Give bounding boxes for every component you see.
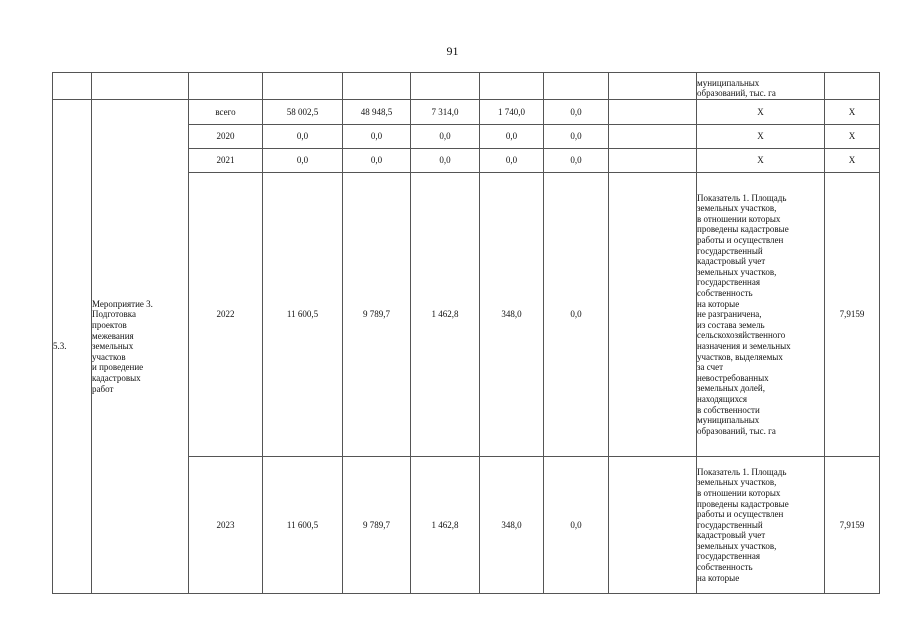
- amount-cell: 348,0: [480, 173, 544, 457]
- value-cell: 7,9159: [825, 457, 880, 594]
- amount-cell: 1 740,0: [480, 100, 544, 125]
- amount-cell: 0,0: [544, 125, 609, 149]
- amount-cell: 0,0: [544, 457, 609, 594]
- amount-cell: 48 948,5: [343, 100, 411, 125]
- indicator-cell: Х: [697, 125, 825, 149]
- measure-name-cell: [92, 100, 189, 594]
- value-cell: Х: [825, 125, 880, 149]
- amount-cell: 0,0: [411, 149, 480, 173]
- period-cell: 2022: [189, 173, 263, 457]
- amount-cell: 0,0: [343, 125, 411, 149]
- amount-cell: [609, 100, 697, 125]
- indicator-cell: Х: [697, 149, 825, 173]
- amount-cell: [609, 149, 697, 173]
- amount-cell: 0,0: [544, 173, 609, 457]
- value-cell: 7,9159: [825, 173, 880, 457]
- period-cell: [189, 73, 263, 100]
- program-table: [52, 72, 880, 594]
- amount-cell: 0,0: [480, 149, 544, 173]
- amount-cell: [609, 457, 697, 594]
- amount-cell: 1 462,8: [411, 173, 480, 457]
- amount-cell: 9 789,7: [343, 457, 411, 594]
- value-cell: Х: [825, 100, 880, 125]
- total-cell: 11 600,5: [263, 457, 343, 594]
- period-cell: 2020: [189, 125, 263, 149]
- measure-name: Мероприятие 3. Подготовка проектов межевания земельных участков и проведение кадастровых работ: [92, 298, 153, 394]
- amount-cell: 0,0: [480, 125, 544, 149]
- indicator-text: Показатель 1. Площадь земельных участков, в отношении которых проведены кадастровые работы и осуществлен государственный кадастровый учет земельных участков, государственная собственность на которые: [697, 466, 789, 583]
- indicator-cell: Х: [697, 100, 825, 125]
- amount-cell: 0,0: [544, 149, 609, 173]
- value-cell: [825, 73, 880, 100]
- amount-cell: [609, 173, 697, 457]
- amount-cell: 7 314,0: [411, 100, 480, 125]
- index-cell: [53, 73, 92, 100]
- amount-cell: [480, 73, 544, 100]
- indicator-cell: [697, 73, 825, 100]
- indicator-cell: [697, 173, 825, 457]
- total-cell: 58 002,5: [263, 100, 343, 125]
- measure-index: 5.3.: [53, 100, 92, 594]
- amount-cell: 348,0: [480, 457, 544, 594]
- total-cell: [263, 73, 343, 100]
- period-cell: всего: [189, 100, 263, 125]
- amount-cell: 9 789,7: [343, 173, 411, 457]
- page-number: 91: [446, 44, 459, 58]
- period-cell: 2023: [189, 457, 263, 594]
- table-row-continuation: [53, 73, 880, 100]
- total-cell: 11 600,5: [263, 173, 343, 457]
- indicator-cell: [697, 457, 825, 594]
- amount-cell: 0,0: [544, 100, 609, 125]
- amount-cell: 0,0: [411, 125, 480, 149]
- amount-cell: [343, 73, 411, 100]
- amount-cell: [544, 73, 609, 100]
- amount-cell: [609, 125, 697, 149]
- amount-cell: [411, 73, 480, 100]
- indicator-text: Показатель 1. Площадь земельных участков, в отношении которых проведены кадастровые работы и осуществлен государственный кадастровый учет земельных участков, государственная собственность на которые не разграничена, из состава земель сельскохозяйственного назначения и земельных участков, выделяемых за счет невостребованных земельных долей, находящихся в собственности муниципальных образований, тыс. га: [697, 192, 791, 436]
- value-cell: Х: [825, 149, 880, 173]
- table-row: [53, 100, 880, 125]
- indicator-text: муниципальных образований, тыс. га: [697, 77, 776, 99]
- total-cell: 0,0: [263, 149, 343, 173]
- total-cell: 0,0: [263, 125, 343, 149]
- measure-cell: [92, 73, 189, 100]
- amount-cell: 0,0: [343, 149, 411, 173]
- amount-cell: 1 462,8: [411, 457, 480, 594]
- amount-cell: [609, 73, 697, 100]
- period-cell: 2021: [189, 149, 263, 173]
